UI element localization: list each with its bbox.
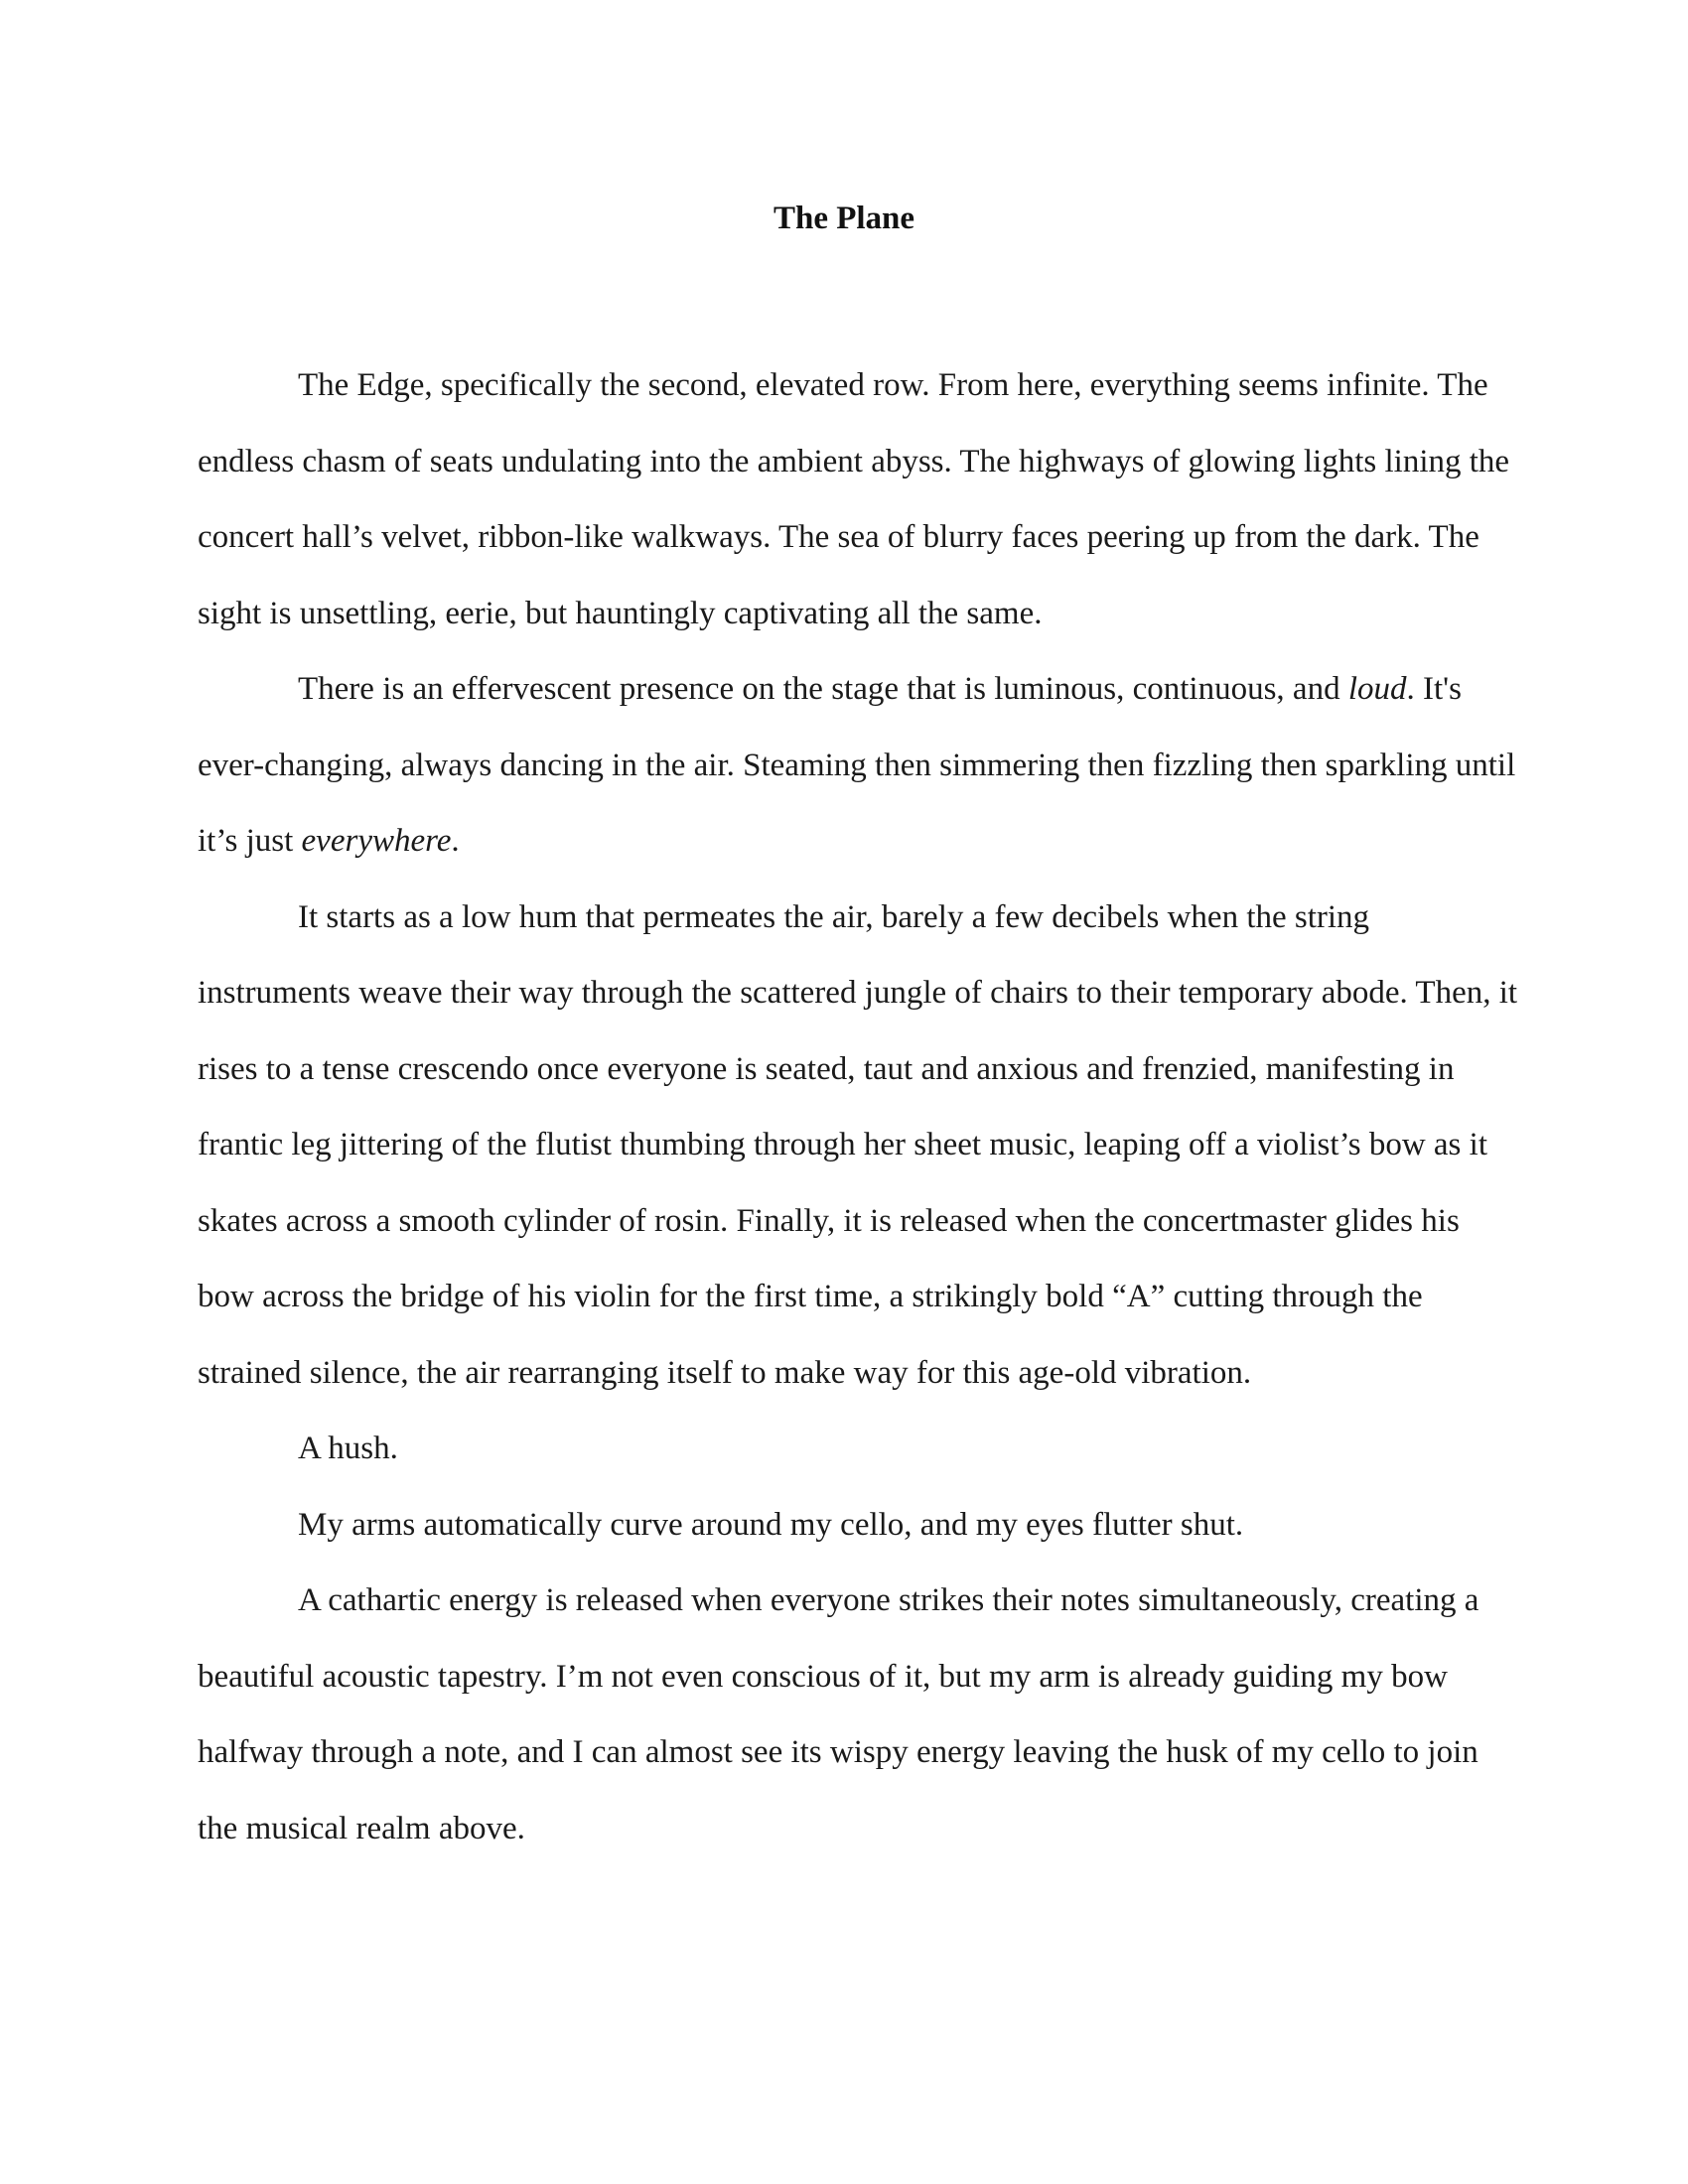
paragraph-6: [198, 1563, 1518, 1866]
paragraph-2-text-end: .: [451, 823, 460, 859]
document-title: The Plane: [773, 201, 915, 236]
paragraph-1: [198, 347, 1518, 651]
paragraph-4-text: A hush.: [298, 1431, 398, 1466]
paragraph-2-text-middle: . It's ever-changing, always dancing in the air. Steaming then simmering then fizzling then sparkling until it’s just: [198, 671, 1516, 859]
paragraph-2-text-start: There is an effervescent presence on the stage that is luminous, continuous, and: [298, 671, 1348, 707]
paragraph-1-text: The Edge, specifically the second, elevated row. From here, everything seems infinite. The endless chasm of seats undulating into the ambient abyss. The highways of glowing lights lining the concert hall’s velvet, ribbon-like walkways. The sea of blurry faces peering up from the dark. The sight is unsettling, eerie, but hauntingly captivating all the same.: [198, 367, 1510, 631]
paragraph-2-italic-everywhere: everywhere: [301, 823, 452, 859]
paragraph-6-text: A cathartic energy is released when everyone strikes their notes simultaneously, creating a beautiful acoustic tapestry. I’m not even conscious of it, but my arm is already guiding my bow halfway through a note, and I can almost see its wispy energy leaving the husk of my cello to join the musical realm above.: [198, 1582, 1479, 1846]
paragraph-5-text: My arms automatically curve around my cello, and my eyes flutter shut.: [298, 1506, 1244, 1543]
paragraph-3: [198, 880, 1518, 1412]
paragraph-5: [198, 1487, 1518, 1564]
paragraph-4: [198, 1411, 1518, 1487]
paragraph-3-text: It starts as a low hum that permeates the air, barely a few decibels when the string instruments weave their way through the scattered jungle of chairs to their temporary abode. Then, it rises to a tense crescendo once everyone is seated, taut and anxious and frenzied, manifesting in frantic leg jittering of the flutist thumbing through her sheet music, leaping off a violist’s bow as it skates across a smooth cylinder of rosin. Finally, it is released when the concertmaster glides his bow across the bridge of his violin for the first time, a strikingly bold “A” cutting through the strained silence, the air rearranging itself to make way for this age-old vibration.: [198, 898, 1518, 1391]
document-body: [198, 347, 1518, 1866]
paragraph-2-italic-loud: loud: [1347, 671, 1407, 707]
paragraph-2: [198, 651, 1518, 880]
